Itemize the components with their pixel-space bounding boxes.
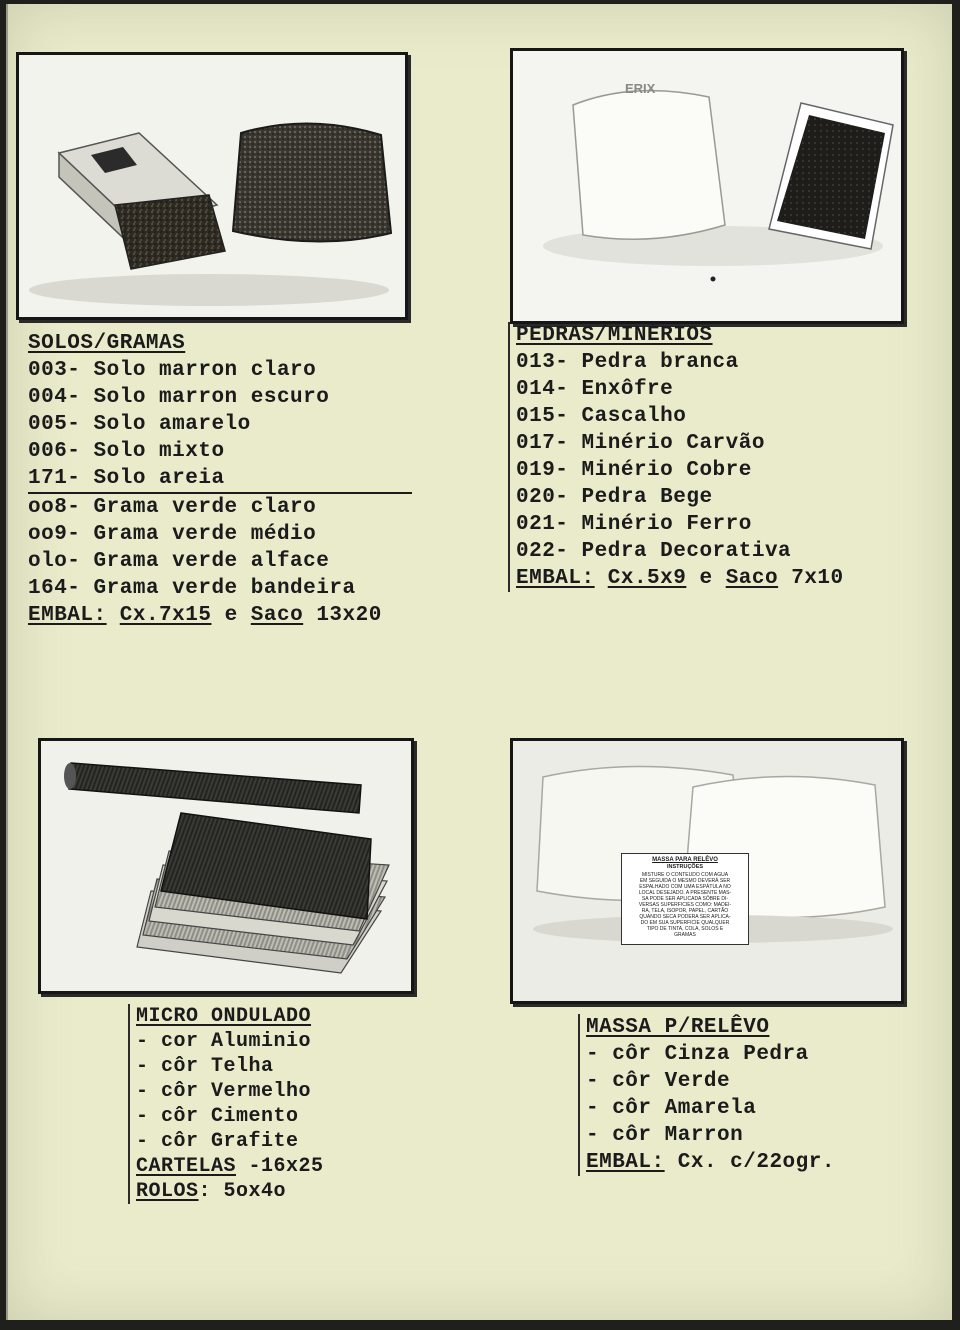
list-item [28,548,412,575]
card-line: ESPALHADO COM UMA ESPÁTULA NO [639,883,731,890]
photo-solos-illustration [19,55,405,317]
embal-label: EMBAL: [516,567,595,590]
item-name: Grama verde médio [93,523,317,546]
item-name: Minério Ferro [581,513,752,536]
list-item [28,465,412,494]
item-code: 015- [516,405,569,428]
list-item: - côr Grafite [136,1130,299,1153]
section-title: SOLOS/GRAMAS [28,332,186,355]
rolos-value: : 5ox4o [198,1180,287,1203]
item-code: 004- [28,386,81,409]
list-item: - côr Marron [586,1124,744,1147]
embal-label: EMBAL: [28,604,107,627]
item-code: 164- [28,577,81,600]
cartelas-value: -16x25 [248,1155,324,1178]
section-title: MICRO ONDULADO [136,1005,312,1028]
embal-value: Cx. c/22ogr. [677,1151,835,1174]
list-item [28,384,412,411]
card-title: MASSA PARA RELÊVO [652,857,718,863]
massa-relevo-section [578,1014,906,1176]
item-name: Solo marron claro [93,359,317,382]
item-code: 019- [516,459,569,482]
list-item [28,438,412,465]
item-name: Grama verde bandeira [93,577,356,600]
photo-massa-relevo [510,738,904,1004]
card-line: EM SEGUIDA O MESMO DEVERÁ SER [639,877,731,884]
item-code: oo9- [28,523,81,546]
list-item [516,538,900,565]
list-item: - cor Aluminio [136,1030,312,1053]
micro-list [136,1029,396,1154]
item-name: Pedra branca [581,351,739,374]
pedras-list [516,349,900,565]
micro-ondulado-section [128,1004,396,1204]
list-item [516,376,900,403]
catalog-page [6,4,952,1320]
embal-box: Cx.7x15 [119,604,212,627]
solos-embal [28,602,412,629]
item-name: Solo amarelo [93,413,251,436]
photo-pedras-minerios [510,48,904,324]
embal-and: e [224,604,238,627]
pedras-embal [516,565,900,592]
item-code: olo- [28,550,81,573]
cartelas-label: CARTELAS [136,1155,237,1178]
bag-print-text: ERIX [625,81,656,96]
card-line: QUANDO SECA PODERA SER APLICA- [639,913,731,920]
list-item [516,511,900,538]
card-line: MISTURE O CONTEUDO COM AGUA [641,871,729,878]
card-line: LOCAL DESEJADO. A PRESENTE MAS- [638,889,732,896]
item-code: 021- [516,513,569,536]
item-name: Solo marron escuro [93,386,330,409]
embal-and: e [699,567,713,590]
item-code: 014- [516,378,569,401]
list-item: - côr Cinza Pedra [586,1043,809,1066]
item-name: Minério Carvão [581,432,765,455]
card-line: RA, TELA, ISOPOR, PAPEL, CARTÃO [641,907,729,914]
photo-pedras-illustration [513,51,901,321]
micro-rolos [136,1179,396,1204]
rolos-label: ROLOS [136,1180,199,1203]
massa-list [586,1041,906,1149]
photo-micro-ondulado [38,738,414,994]
list-item: - côr Vermelho [136,1080,312,1103]
embal-bag: Saco [725,567,779,590]
card-line: SA PODE SER APLICADA SÔBRE DI- [641,895,729,902]
item-name: Enxôfre [581,378,674,401]
pedras-minerios-section [508,322,900,592]
list-item [28,575,412,602]
photo-solos-gramas [16,52,408,320]
list-item [516,403,900,430]
list-item [516,430,900,457]
item-name: Minério Cobre [581,459,752,482]
embal-bag-size: 7x10 [791,567,844,590]
item-name: Pedra Decorativa [581,540,792,563]
list-item [28,494,412,521]
item-name: Grama verde claro [93,496,317,519]
item-code: 013- [516,351,569,374]
section-title: PEDRAS/MINÉRIOS [516,324,713,347]
card-line: TIPO DE TINTA, COLA, SOLOS E [646,925,724,932]
list-item [516,484,900,511]
list-item: - côr Amarela [586,1097,757,1120]
embal-label: EMBAL: [586,1151,665,1174]
embal-bag-size: 13x20 [316,604,382,627]
solos-gramas-section [28,330,412,629]
list-item [28,521,412,548]
item-name: Pedra Bege [581,486,713,509]
micro-cartelas [136,1154,396,1179]
card-line: DO EM SUA SUPERFICIE QUALQUER [640,919,730,926]
list-item: - côr Cimento [136,1105,299,1128]
photo-micro-illustration [41,741,411,991]
card-line: GRAMAS [674,931,696,938]
item-code: 020- [516,486,569,509]
item-code: 017- [516,432,569,455]
item-name: Solo areia [93,467,225,490]
list-item: - côr Telha [136,1055,274,1078]
list-item [28,357,412,384]
item-name: Grama verde alface [93,550,330,573]
list-item [516,349,900,376]
item-name: Cascalho [581,405,687,428]
item-code: 006- [28,440,81,463]
card-subtitle: INSTRUÇÕES [666,864,704,870]
list-item: - côr Verde [586,1070,731,1093]
list-item [516,457,900,484]
instruction-card [621,853,749,945]
item-code: 171- [28,467,81,490]
embal-bag: Saco [250,604,304,627]
card-line: VERSAS SUPERFICIES COMO: MADEI- [638,901,732,908]
item-code: 003- [28,359,81,382]
item-name: Solo mixto [93,440,225,463]
list-item [28,411,412,438]
section-title: MASSA P/RELÊVO [586,1016,770,1039]
embal-box: Cx.5x9 [607,567,687,590]
massa-embal [586,1149,906,1176]
card-instructions [626,872,744,938]
item-code: 005- [28,413,81,436]
item-code: 022- [516,540,569,563]
item-code: oo8- [28,496,81,519]
solos-list [28,357,412,602]
